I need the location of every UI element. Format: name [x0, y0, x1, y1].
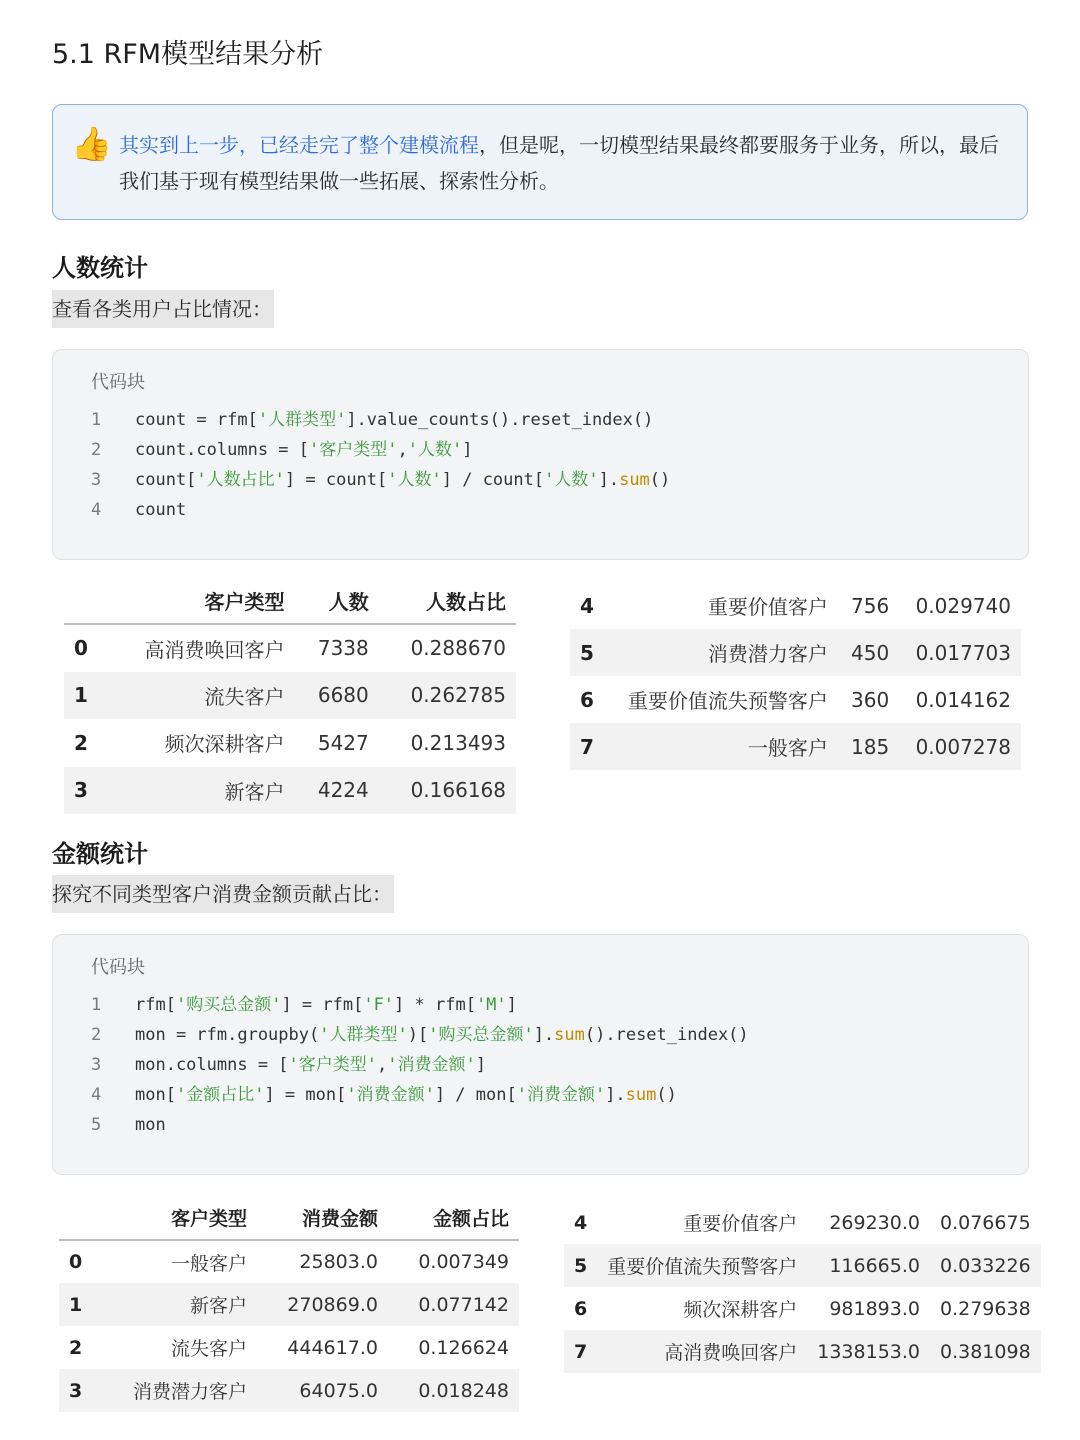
- section-heading-amount: 金额统计: [52, 840, 148, 868]
- table-row: [59, 1326, 519, 1369]
- table-row: [59, 1240, 519, 1283]
- row-index: 5: [564, 1244, 597, 1287]
- table-cell: 64075.0: [257, 1369, 388, 1412]
- table-cell: 频次深耕客户: [164, 732, 285, 757]
- table-row: [64, 672, 516, 720]
- table-cell: 一般客户: [170, 1252, 247, 1275]
- table-cell: 0.279638: [940, 1297, 1031, 1320]
- table-cell: 消费潜力客户: [98, 1369, 257, 1412]
- table-cell: 流失客户: [104, 672, 294, 720]
- line-number: 1: [91, 410, 102, 430]
- table-cell: 4224: [294, 767, 378, 815]
- table-cell: 1338153.0: [807, 1330, 930, 1373]
- code-text: rfm['购买总金额'] = rfm['F'] * rfm['M']: [135, 995, 517, 1015]
- amount-table-right: [564, 1201, 1041, 1373]
- line-number: 1: [91, 995, 102, 1015]
- table-cell: 高消费唤回客户: [144, 637, 285, 662]
- table-cell: 0.029740: [915, 593, 1011, 618]
- thumbs-up-icon: 👍: [71, 124, 113, 163]
- table-row: [564, 1244, 1041, 1287]
- code-text: mon['金额占比'] = mon['消费金额'] / mon['消费金额'].sum(): [135, 1085, 677, 1105]
- table-cell: 重要价值流失预警客户: [627, 689, 828, 713]
- code-block-amount: [52, 934, 1029, 1175]
- table-cell: 116665.0: [807, 1244, 930, 1287]
- table-row: [570, 582, 1021, 629]
- table-cell: 0.262785: [379, 672, 516, 720]
- amount-table-left: [59, 1196, 519, 1412]
- table-cell: 新客户: [104, 767, 294, 815]
- table-cell: 360: [851, 687, 890, 712]
- table-cell: 0.288670: [410, 636, 506, 661]
- line-number: 5: [91, 1115, 102, 1135]
- row-index: 1: [59, 1283, 98, 1326]
- table-header: 金额占比: [388, 1196, 519, 1240]
- line-number: 3: [91, 1055, 102, 1075]
- page-title: 5.1 RFM模型结果分析: [52, 39, 324, 70]
- table-cell: 重要价值客户: [683, 1213, 798, 1235]
- callout-highlight: 其实到上一步，已经走完了整个建模流程: [119, 133, 479, 157]
- row-index: 6: [580, 687, 594, 712]
- table-row: [564, 1330, 1041, 1373]
- table-cell: 756: [851, 593, 890, 618]
- table-row: [59, 1283, 519, 1326]
- code-text: mon.columns = ['客户类型','消费金额']: [135, 1055, 486, 1075]
- table-row: [570, 723, 1021, 770]
- code-block-label: 代码块: [91, 372, 145, 393]
- table-header: 客户类型: [104, 578, 294, 624]
- table-row: [64, 624, 516, 672]
- code-text: count = rfm['人群类型'].value_counts().reset_index(): [135, 410, 654, 430]
- table-cell: 0.166168: [379, 767, 516, 815]
- table-row: [64, 767, 516, 815]
- line-number: 3: [91, 470, 102, 490]
- table-cell: 269230.0: [829, 1211, 920, 1234]
- table-cell: 0.076675: [940, 1211, 1031, 1234]
- count-table-left: [64, 578, 516, 814]
- table-row: [64, 719, 516, 767]
- table-cell: 270869.0: [257, 1283, 388, 1326]
- row-index: 7: [570, 723, 606, 770]
- table-header: 客户类型: [98, 1196, 257, 1240]
- row-index: 4: [574, 1211, 588, 1234]
- code-text: mon = rfm.groupby('人群类型')['购买总金额'].sum().reset_index(): [135, 1025, 749, 1045]
- line-number: 4: [91, 500, 102, 520]
- line-number: 2: [91, 440, 102, 460]
- row-index: 5: [570, 629, 606, 676]
- table-cell: 新客户: [98, 1283, 257, 1326]
- section-heading-count: 人数统计: [52, 254, 148, 282]
- table-cell: 444617.0: [287, 1336, 378, 1359]
- table-cell: 重要价值流失预警客户: [597, 1244, 807, 1287]
- table-cell: 450: [838, 629, 899, 676]
- table-cell: 0.381098: [930, 1330, 1041, 1373]
- line-number: 4: [91, 1085, 102, 1105]
- table-cell: 0.126624: [418, 1336, 509, 1359]
- table-header: 人数: [294, 578, 378, 624]
- table-row: [570, 629, 1021, 676]
- code-text: count.columns = ['客户类型','人数']: [135, 440, 473, 460]
- table-cell: 0.007278: [899, 723, 1021, 770]
- table-cell: 5427: [317, 730, 369, 755]
- table-cell: 0.014162: [915, 687, 1011, 712]
- callout-rest: ，但是呢，一切模型结果最终都要服务于业务，所以，最后我们基于现有模型结果做一些拓展、探索性分析。: [119, 133, 999, 193]
- count-table-right: [570, 582, 1021, 770]
- line-number: 2: [91, 1025, 102, 1045]
- code-block-label: 代码块: [91, 957, 145, 978]
- table-cell: 0.007349: [418, 1251, 509, 1273]
- row-index: 0: [74, 636, 88, 661]
- code-text: mon: [135, 1115, 166, 1135]
- row-index: 6: [574, 1297, 588, 1320]
- table-cell: 0.033226: [930, 1244, 1041, 1287]
- section-subtitle-count: 查看各类用户占比情况：: [52, 290, 274, 328]
- table-header: [64, 578, 104, 624]
- row-index: 2: [74, 730, 88, 755]
- table-cell: 0.077142: [388, 1283, 519, 1326]
- table-header: 人数占比: [379, 578, 516, 624]
- row-index: 4: [580, 593, 594, 618]
- row-index: 2: [69, 1336, 83, 1359]
- code-text: count: [135, 500, 187, 520]
- row-index: 3: [59, 1369, 98, 1412]
- table-cell: 6680: [294, 672, 378, 720]
- row-index: 0: [69, 1251, 83, 1273]
- table-cell: 重要价值客户: [707, 595, 828, 619]
- row-index: 7: [564, 1330, 597, 1373]
- table-cell: 0.018248: [388, 1369, 519, 1412]
- row-index: 1: [64, 672, 104, 720]
- table-cell: 7338: [317, 636, 369, 661]
- section-subtitle-amount: 探究不同类型客户消费金额贡献占比：: [52, 875, 394, 913]
- table-cell: 185: [838, 723, 899, 770]
- table-cell: 0.213493: [410, 730, 506, 755]
- table-header: 消费金额: [257, 1196, 388, 1240]
- table-row: [59, 1369, 519, 1412]
- table-cell: 消费潜力客户: [606, 629, 838, 676]
- table-cell: 981893.0: [829, 1297, 920, 1320]
- table-cell: 一般客户: [606, 723, 838, 770]
- table-cell: 流失客户: [170, 1338, 247, 1360]
- table-cell: 频次深耕客户: [683, 1299, 798, 1321]
- table-cell: 25803.0: [299, 1251, 378, 1273]
- table-row: [564, 1201, 1041, 1244]
- table-header: [59, 1196, 98, 1240]
- table-cell: 高消费唤回客户: [597, 1330, 807, 1373]
- code-block-count: [52, 349, 1029, 560]
- table-row: [570, 676, 1021, 723]
- table-row: [564, 1287, 1041, 1330]
- row-index: 3: [64, 767, 104, 815]
- code-text: count['人数占比'] = count['人数'] / count['人数'].sum(): [135, 470, 671, 490]
- tip-callout: [52, 104, 1028, 220]
- callout-text: [119, 127, 1009, 199]
- table-cell: 0.017703: [899, 629, 1021, 676]
